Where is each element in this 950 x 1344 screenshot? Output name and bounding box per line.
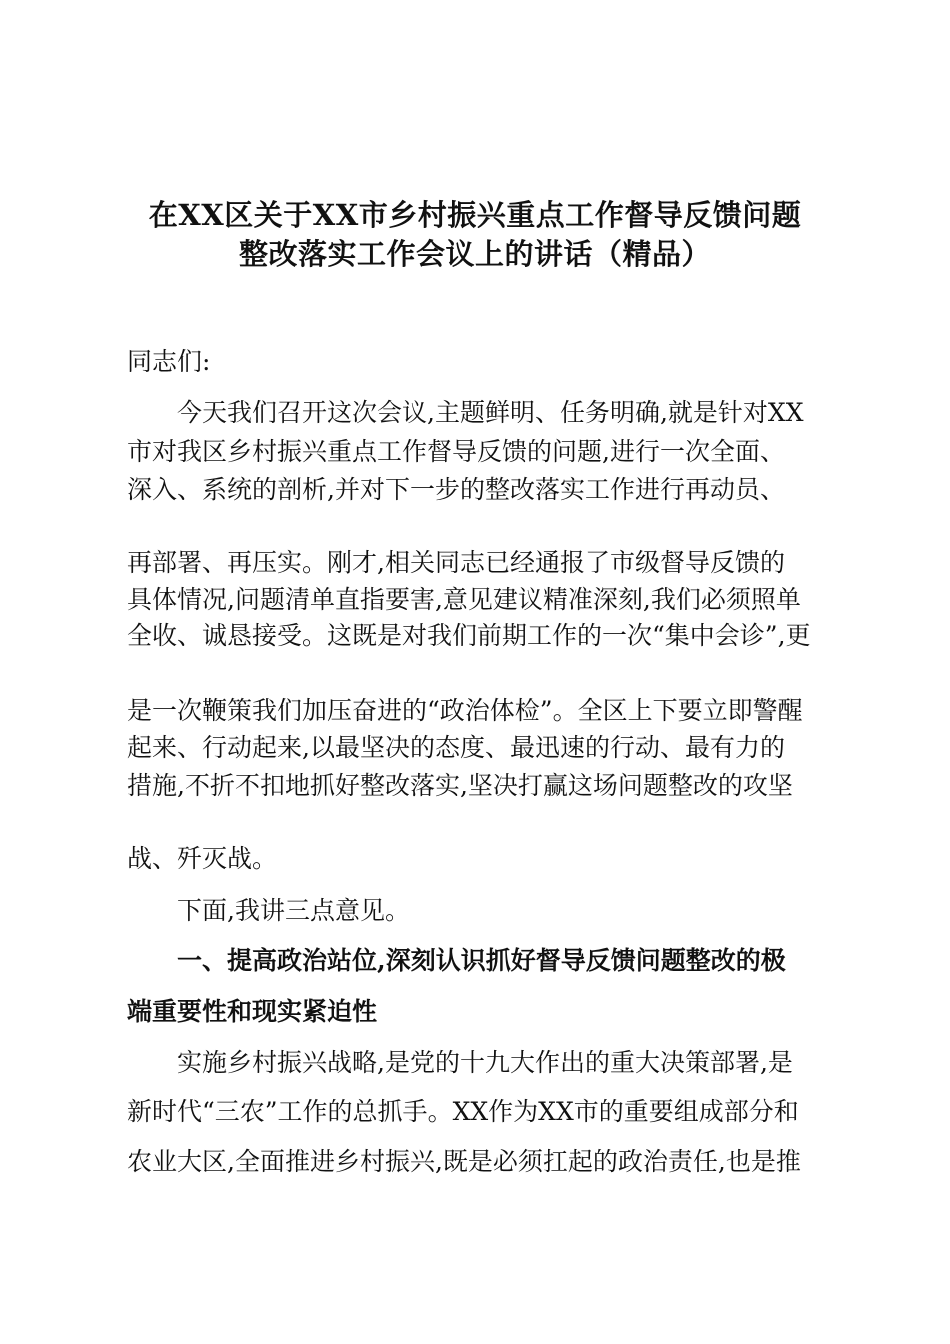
document-title-line-1: 在XX区关于XX市乡村振兴重点工作督导反馈问题 bbox=[148, 198, 802, 232]
paragraph-1-line: 市对我区乡村振兴重点工作督导反馈的问题,进行一次全面、 bbox=[127, 437, 785, 466]
section-heading-1-line: 一、提高政治站位,深刻认识抓好督导反馈问题整改的极 bbox=[127, 946, 786, 975]
paragraph-1-line: 今天我们召开这次会议,主题鲜明、任务明确,就是针对XX bbox=[127, 398, 804, 427]
paragraph-1-line: 起来、行动起来,以最坚决的态度、最迅速的行动、最有力的 bbox=[127, 733, 785, 762]
paragraph-1-line: 全收、诚恳接受。这既是对我们前期工作的一次“集中会诊”,更 bbox=[127, 621, 811, 650]
document-title-line-2: 整改落实工作会议上的讲话（精品） bbox=[238, 237, 711, 271]
paragraph-3-line: 实施乡村振兴战略,是党的十九大作出的重大决策部署,是 bbox=[127, 1048, 793, 1077]
paragraph-1-line: 深入、系统的剖析,并对下一步的整改落实工作进行再动员、 bbox=[127, 475, 785, 504]
paragraph-2: 下面,我讲三点意见。 bbox=[127, 896, 410, 925]
paragraph-1-line: 战、歼灭战。 bbox=[127, 844, 278, 873]
paragraph-3-line: 新时代“三农”工作的总抓手。XX作为XX市的重要组成部分和 bbox=[127, 1097, 799, 1126]
paragraph-3-line: 农业大区,全面推进乡村振兴,既是必须扛起的政治责任,也是推 bbox=[127, 1147, 801, 1176]
section-heading-1-line: 端重要性和现实紧迫性 bbox=[127, 997, 378, 1026]
greeting: 同志们: bbox=[127, 347, 211, 376]
paragraph-1-line: 是一次鞭策我们加压奋进的“政治体检”。全区上下要立即警醒 bbox=[127, 696, 803, 725]
paragraph-1-line: 具体情况,问题清单直指要害,意见建议精准深刻,我们必须照单 bbox=[127, 585, 801, 614]
paragraph-1-line: 措施,不折不扣地抓好整改落实,坚决打赢这场问题整改的攻坚 bbox=[127, 771, 793, 800]
paragraph-1-line: 再部署、再压实。刚才,相关同志已经通报了市级督导反馈的 bbox=[127, 548, 785, 577]
